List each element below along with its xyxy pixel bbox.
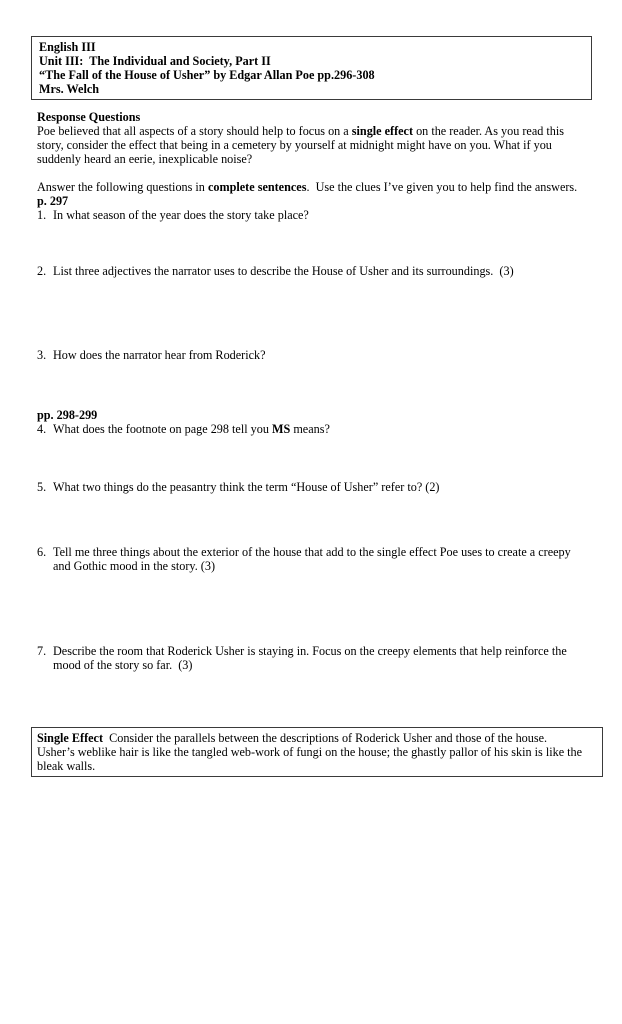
question-2 [37,264,598,278]
intro-paragraph: Poe believed that all aspects of a story should help to focus on a single effect on the reader. As you read this story, consider the effect that being in a cemetery by yourself at midnight might have on you. What if you suddenly heard an eerie, inexplicable noise? [37,124,564,166]
header-unit: Unit III: The Individual and Society, Part II [39,54,271,68]
question-3-text: How does the narrator hear from Roderick? [53,348,266,362]
page-ref-298-299: pp. 298-299 [37,408,98,422]
content-area [37,110,598,777]
question-2-text: List three adjectives the narrator uses to describe the House of Usher and its surroundings. (3) [53,264,514,278]
question-5 [37,480,598,494]
question-4-text: What does the footnote on page 298 tell you MS means? [53,422,330,436]
single-effect-box: Single Effect Consider the parallels between the descriptions of Roderick Usher and those of the house. Usher’s weblike hair is like the tangled web-work of fungi on the house; the ghastly pallor of his skin is like the bleak walls. [31,727,603,777]
header-story-title: “The Fall of the House of Usher” by Edgar Allan Poe pp.296-308 [39,68,375,82]
page-ref-297: p. 297 [37,194,69,208]
instructions-line: Answer the following questions in complete sentences. Use the clues I’ve given you to help find the answers. [37,180,578,194]
section-heading-response-questions: Response Questions [37,110,141,124]
question-2-number: 2. [37,264,47,278]
question-1-number: 1. [37,208,47,222]
question-1-text: In what season of the year does the story take place? [53,208,309,222]
question-7-number: 7. [37,644,47,658]
intro-block [37,110,598,166]
question-7 [37,644,598,672]
question-3 [37,348,598,362]
question-7-text: Describe the room that Roderick Usher is staying in. Focus on the creepy elements that help reinforce the mood of the story so far. (3) [53,644,567,672]
header-course: English III [39,40,96,54]
question-3-number: 3. [37,348,47,362]
question-5-number: 5. [37,480,47,494]
question-1 [37,208,598,222]
question-6-number: 6. [37,545,47,559]
question-4-number: 4. [37,422,47,436]
question-6-text: Tell me three things about the exterior of the house that add to the single effect Poe uses to create a creepy and Gothic mood in the story. (3) [53,545,571,573]
header-box [31,36,592,100]
question-5-text: What two things do the peasantry think the term “House of Usher” refer to? (2) [53,480,440,494]
header-teacher: Mrs. Welch [39,82,100,96]
question-6 [37,545,598,573]
question-4 [37,422,598,436]
